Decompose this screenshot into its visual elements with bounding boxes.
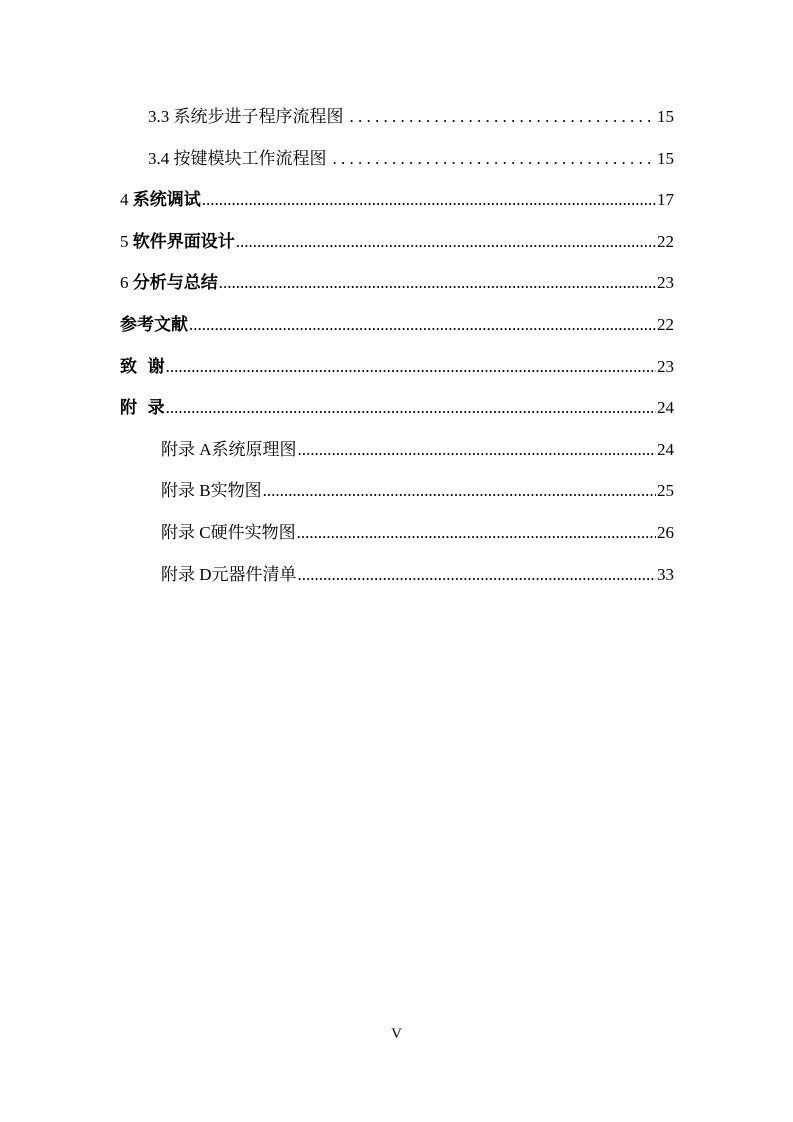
page-number: V — [391, 1026, 402, 1042]
toc-page-number: 24 — [657, 398, 674, 417]
toc-entry-chapter-5[interactable] — [120, 231, 674, 253]
toc-leader-dots — [236, 231, 656, 253]
toc-leader-dots — [189, 314, 656, 336]
toc-appendix-title: 系统原理图 — [211, 440, 297, 459]
toc-leader-dots — [202, 189, 656, 211]
toc-title-char-1: 附 — [120, 398, 137, 417]
toc-leader-dots — [219, 272, 656, 294]
toc-title-char-2: 谢 — [147, 357, 165, 376]
toc-page-number: 23 — [657, 273, 674, 292]
toc-title-char-1: 致 — [120, 357, 137, 376]
toc-title-char-2: 录 — [147, 398, 165, 417]
toc-entry-appendix-d[interactable] — [161, 564, 674, 586]
toc-appendix-title: 元器件清单 — [211, 565, 297, 584]
toc-chapter-title: 系统调试 — [132, 190, 201, 209]
toc-leader-dots — [350, 106, 652, 128]
toc-chapter-number: 4 — [120, 190, 129, 209]
toc-page-number: 15 — [657, 149, 674, 168]
toc-page-number: 25 — [657, 481, 674, 500]
toc-entry-label: 3.3 系统步进子程序流程图 — [148, 107, 344, 126]
toc-page-number: 17 — [657, 190, 674, 209]
toc-leader-dots — [263, 480, 656, 502]
toc-page-number: 33 — [657, 565, 674, 584]
toc-entry-3-3[interactable] — [148, 106, 674, 128]
toc-entry-3-4[interactable] — [148, 148, 674, 170]
toc-appendix-title: 实物图 — [210, 481, 262, 500]
toc-chapter-number: 6 — [120, 273, 129, 292]
toc-entry-chapter-4[interactable] — [120, 189, 674, 211]
toc-appendix-label: 附录 A — [161, 440, 212, 459]
toc-entry-label: 3.4 按键模块工作流程图 — [148, 149, 327, 168]
toc-chapter-title: 参考文献 — [120, 315, 188, 334]
toc-leader-dots — [333, 148, 652, 170]
toc-page-number: 22 — [657, 315, 674, 334]
toc-appendix-label: 附录 B — [161, 481, 211, 500]
toc-page-number: 26 — [657, 523, 674, 542]
toc-entry-acknowledgements[interactable] — [120, 356, 674, 378]
toc-chapter-number: 5 — [120, 232, 129, 251]
toc-leader-dots — [298, 439, 656, 461]
toc-leader-dots — [166, 397, 656, 419]
toc-entry-references[interactable] — [120, 314, 674, 336]
toc-appendix-label: 附录 D — [161, 565, 212, 584]
toc-chapter-title: 软件界面设计 — [132, 232, 235, 251]
toc-entry-appendix-a[interactable] — [161, 439, 674, 461]
toc-appendix-title: 硬件实物图 — [210, 523, 296, 542]
toc-page-number: 24 — [657, 440, 674, 459]
toc-page-number: 23 — [657, 357, 674, 376]
toc-leader-dots — [166, 356, 656, 378]
toc-page-number: 15 — [657, 107, 674, 126]
toc-leader-dots — [298, 564, 656, 586]
toc-page-number: 22 — [657, 232, 674, 251]
toc-entry-appendix[interactable] — [120, 397, 674, 419]
toc-entry-appendix-b[interactable] — [161, 480, 674, 502]
toc-chapter-title: 分析与总结 — [132, 273, 218, 292]
toc-leader-dots — [297, 522, 656, 544]
toc-entry-appendix-c[interactable] — [161, 522, 674, 544]
toc-entry-chapter-6[interactable] — [120, 272, 674, 294]
toc-appendix-label: 附录 C — [161, 523, 211, 542]
